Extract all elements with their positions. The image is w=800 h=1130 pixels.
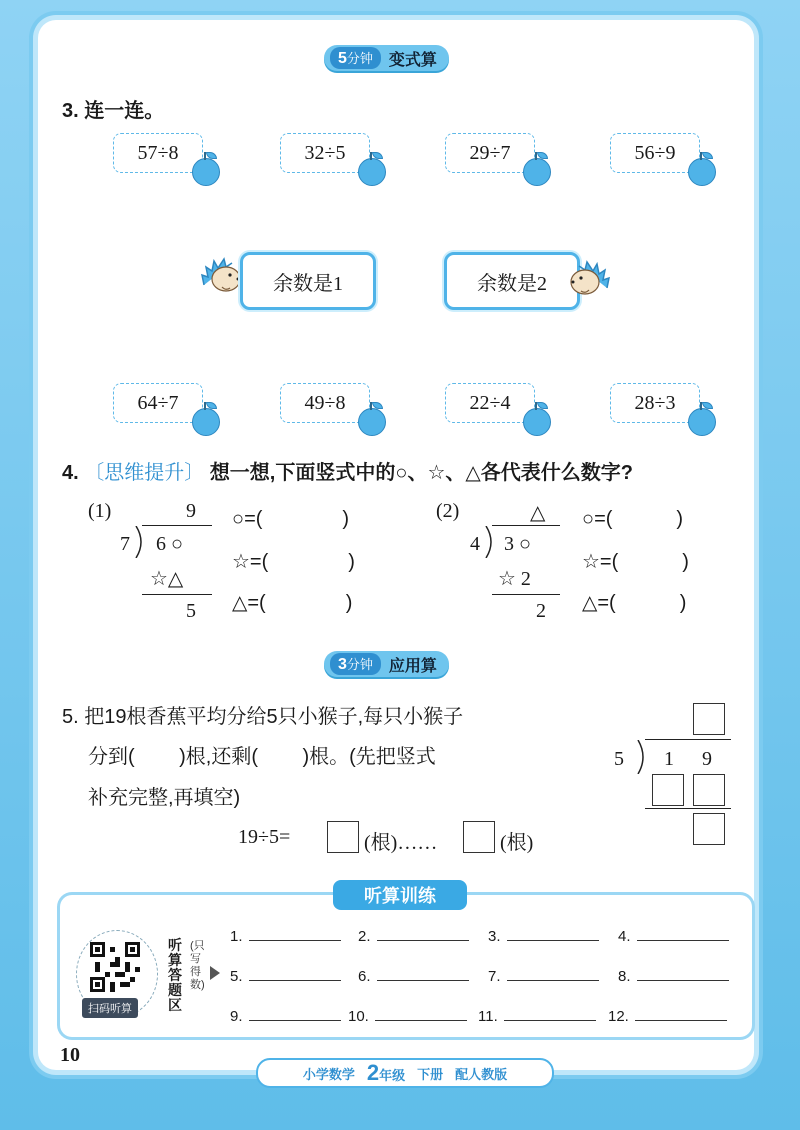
grade: 2年级 <box>366 1060 406 1085</box>
question-5-line-3: 补充完整,再填空) <box>88 787 241 809</box>
division-bracket <box>134 526 146 558</box>
remainder: 2 <box>536 600 546 622</box>
divisor: 7 <box>120 533 130 555</box>
question-5-line-1: 5. 把19根香蕉平均分给5只小猴子,每只小猴子 <box>62 706 464 728</box>
volume: 下册 <box>417 1066 444 1082</box>
apple-icon <box>523 408 551 436</box>
answer-star[interactable]: ☆=( ) <box>232 551 355 573</box>
hedgehog-icon <box>567 258 611 298</box>
section-header-5min <box>324 45 449 71</box>
equation-mid: (根)…… <box>364 832 438 854</box>
expression-card[interactable]: 32÷5 <box>280 133 370 173</box>
quotient: 9 <box>186 500 196 522</box>
dividend: 3 ○ <box>504 533 532 555</box>
equation-right: (根) <box>500 832 534 854</box>
remainder: 5 <box>186 600 196 622</box>
listening-blank[interactable]: 5. <box>230 966 341 985</box>
remainder-card[interactable]: 余数是1 <box>240 252 376 310</box>
apple-icon <box>358 408 386 436</box>
division-bar <box>645 739 731 740</box>
listening-blank[interactable]: 3. <box>488 926 599 945</box>
listening-blank[interactable]: 9. <box>230 1006 341 1025</box>
expression-card[interactable]: 29÷7 <box>445 133 535 173</box>
expression-card[interactable]: 49÷8 <box>280 383 370 423</box>
problem-label: (2) <box>436 500 460 522</box>
subtraction-line <box>645 808 731 809</box>
answer-triangle[interactable]: △=( ) <box>232 592 353 614</box>
answer-box-quotient[interactable] <box>327 821 359 853</box>
hedgehog-icon <box>200 255 244 295</box>
quotient: △ <box>530 502 546 524</box>
listening-blank[interactable]: 2. <box>358 926 469 945</box>
expression-card[interactable]: 57÷8 <box>113 133 203 173</box>
answer-area-note: (只写得数) <box>190 940 205 991</box>
answer-star[interactable]: ☆=( ) <box>582 551 689 573</box>
arrow-right-icon <box>210 966 220 980</box>
problem-label: (1) <box>88 500 112 522</box>
division-bar <box>492 525 560 526</box>
section-minutes-badge: 3分钟 <box>330 653 381 675</box>
divisor: 5 <box>614 748 624 770</box>
remainder-box[interactable] <box>693 813 725 845</box>
remainder-card[interactable]: 余数是2 <box>444 252 580 310</box>
expression-card[interactable]: 22÷4 <box>445 383 535 423</box>
question-number: 4. <box>62 462 79 484</box>
expression-card[interactable]: 56÷9 <box>610 133 700 173</box>
expression-card[interactable]: 28÷3 <box>610 383 700 423</box>
expression-card[interactable]: 64÷7 <box>113 383 203 423</box>
dividend: 6 ○ <box>156 533 184 555</box>
product-box-ones[interactable] <box>693 774 725 806</box>
apple-icon <box>192 158 220 186</box>
section-header-3min <box>324 651 449 677</box>
division-bar <box>142 525 212 526</box>
apple-icon <box>192 408 220 436</box>
apple-icon <box>688 408 716 436</box>
apple-icon <box>688 158 716 186</box>
subtraction-line <box>142 594 212 595</box>
book-info-bar <box>256 1058 554 1088</box>
answer-circle[interactable]: ○=( ) <box>232 508 350 530</box>
product: ☆ 2 <box>498 568 531 590</box>
answer-box-remainder[interactable] <box>463 821 495 853</box>
thinking-tag: 〔思维提升〕 <box>84 462 205 484</box>
apple-icon <box>358 158 386 186</box>
answer-triangle[interactable]: △=( ) <box>582 592 687 614</box>
page-number: 10 <box>60 1044 80 1066</box>
subtraction-line <box>492 594 560 595</box>
dividend-digit: 9 <box>702 748 712 770</box>
apple-icon <box>523 158 551 186</box>
listening-blank[interactable]: 11. <box>478 1006 596 1025</box>
subject: 小学数学 <box>302 1066 355 1082</box>
edition: 配人教版 <box>455 1066 508 1082</box>
division-bracket <box>636 740 648 774</box>
dividend-digit: 1 <box>664 748 674 770</box>
divisor: 4 <box>470 533 480 555</box>
question-3-title: 3. 连一连。 <box>62 100 165 122</box>
listening-blank[interactable]: 6. <box>358 966 469 985</box>
equation-left: 19÷5= <box>238 826 291 848</box>
listening-blank[interactable]: 4. <box>618 926 729 945</box>
answer-circle[interactable]: ○=( ) <box>582 508 684 530</box>
section-title: 变式算 <box>388 51 437 69</box>
listening-blank[interactable]: 10. <box>348 1006 467 1025</box>
question-4-title <box>62 456 633 485</box>
division-bracket <box>484 526 496 558</box>
listening-blank[interactable]: 1. <box>230 926 341 945</box>
listening-blank[interactable]: 8. <box>618 966 729 985</box>
quotient-box[interactable] <box>693 703 725 735</box>
scan-label[interactable]: 扫码听算 <box>82 998 138 1018</box>
question-5-line-2: 分到( )根,还剩( )根。(先把竖式 <box>88 746 436 768</box>
question-text: 想一想,下面竖式中的○、☆、△各代表什么数字? <box>209 462 633 484</box>
listening-title: 听算训练 <box>333 880 467 910</box>
listening-blank[interactable]: 12. <box>608 1006 727 1025</box>
section-minutes-badge: 5分钟 <box>330 47 381 69</box>
product: ☆△ <box>150 568 184 590</box>
listening-blank[interactable]: 7. <box>488 966 599 985</box>
product-box-tens[interactable] <box>652 774 684 806</box>
qr-code-icon[interactable] <box>90 942 140 992</box>
answer-area-label: 听算答题区 <box>168 937 182 1013</box>
section-title: 应用算 <box>388 657 437 675</box>
